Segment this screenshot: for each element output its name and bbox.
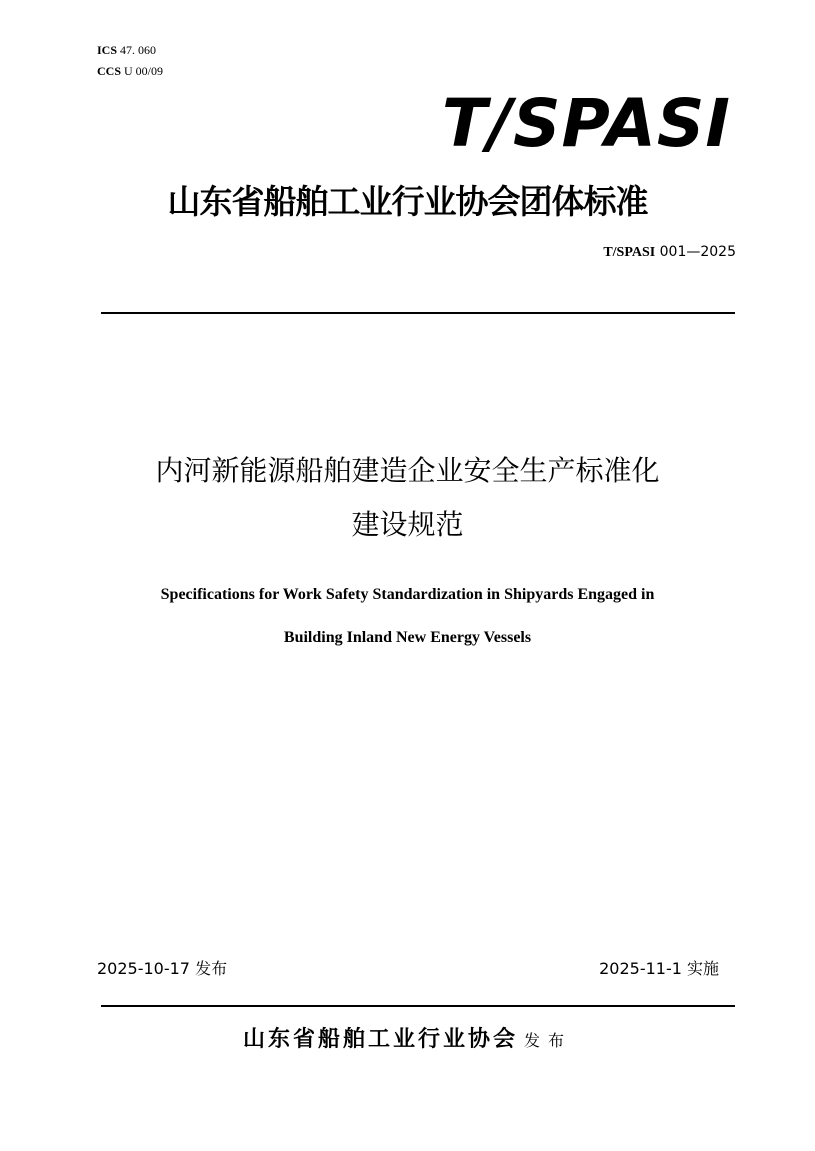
publisher-line	[0, 1022, 815, 1059]
title-cn-line-2: 建设规范	[351, 508, 464, 541]
ics-value: 47. 060	[120, 43, 157, 57]
publisher-name: 山东省船舶工业行业协会	[242, 1027, 518, 1052]
standard-number	[603, 243, 736, 262]
standard-number-prefix: T/SPASI	[603, 245, 656, 260]
association-standard-title: 山东省船舶工业行业协会团体标准	[167, 182, 648, 221]
title-en-line-1: Specifications for Work Safety Standardization in Shipyards Engaged in	[160, 586, 655, 603]
publish-date: 2025-10-17 发布	[97, 959, 228, 978]
title-cn-line-1: 内河新能源船舶建造企业安全生产标准化	[155, 454, 660, 487]
ccs-value: U 00/09	[124, 64, 164, 78]
title-en-line-2: Building Inland New Energy Vessels	[283, 629, 532, 646]
bottom-divider	[101, 1005, 735, 1007]
top-divider	[101, 312, 735, 314]
implement-date: 2025-11-1 实施	[599, 959, 719, 978]
ccs-label: CCS	[97, 64, 122, 78]
publisher-action: 发布	[524, 1031, 573, 1050]
standard-logo: T/SPASI	[441, 85, 731, 162]
ics-code	[97, 43, 156, 57]
standard-number-value: 001—2025	[659, 244, 736, 260]
ics-label: ICS	[97, 43, 118, 57]
ccs-code	[97, 64, 163, 78]
